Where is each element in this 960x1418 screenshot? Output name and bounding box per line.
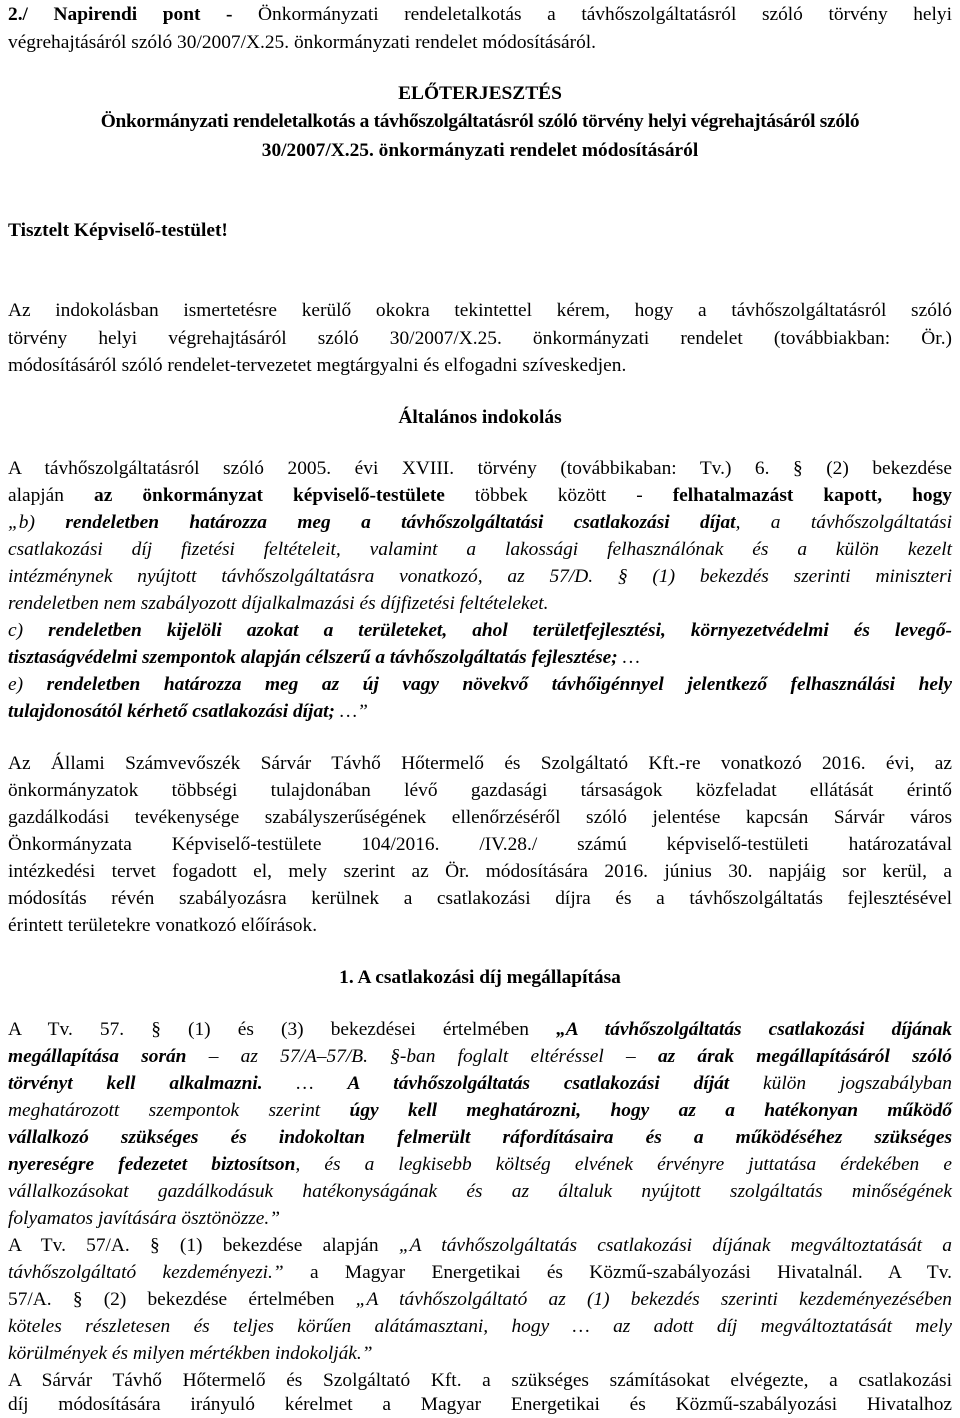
section1-line-13: körülmények és milyen mértékben indokolják.”: [8, 1343, 373, 1364]
section1-line-4: meghatározott szempontok szerint úgy kell meghatározni, hogy az a hatékonyan működő: [8, 1100, 952, 1121]
audit-line-1: Az Állami Számvevőszék Sárvár Távhő Hőtermelő és Szolgáltató Kft.-re vonatkozó 2016. évi, az: [8, 753, 952, 774]
section1-line-12: köteles részletesen és teljes körűen alátámasztani, hogy … az adott díj megváltoztatását mely: [8, 1316, 952, 1337]
general-line-6: rendeletben nem szabályozott díjalkalmazási és díjfizetési feltételeket.: [8, 593, 549, 614]
section1-line-6: nyereségre fedezetet biztosítson, és a legkisebb költség elvének érvényre juttatása érdekében e: [8, 1154, 952, 1175]
proposal-subject-line-1: Önkormányzati rendeletalkotás a távhőszolgáltatásról szóló törvény helyi végrehajtásáról szóló: [100, 111, 860, 132]
audit-line-2: önkormányzatok többségi tulajdonában lévő gazdasági társaságok közfeladat ellátását érintő: [8, 780, 952, 801]
section1-line-2: megállapítása során – az 57/A–57/B. §-ban foglalt eltéréssel – az árak megállapításáról szóló: [8, 1046, 952, 1067]
salutation: Tisztelt Képviselő-testület!: [8, 220, 228, 241]
audit-line-3: gazdálkodási tevékenysége szabályszerűségének ellenőrzéséről szóló jelentése kapcsán Sárvár város: [8, 807, 952, 828]
audit-line-6: módosítás révén szabályozásra kerülnek a csatlakozási díjra és a távhőszolgáltatás fejlesztésével: [8, 888, 952, 909]
proposal-heading: ELŐTERJESZTÉS: [398, 83, 562, 104]
agenda-line-1: [8, 2, 952, 28]
section1-line-1: A Tv. 57. § (1) és (3) bekezdései értelmében „A távhőszolgáltatás csatlakozási díjának: [8, 1019, 952, 1040]
section1-line-10: távhőszolgáltató kezdeményezi.” a Magyar Energetikai és Közmű-szabályozási Hivatalnál. A Tv.: [8, 1262, 952, 1283]
proposal-subject-line-2: 30/2007/X.25. önkormányzati rendelet módosításáról: [261, 140, 699, 161]
section1-line-11: 57/A. § (2) bekezdése értelmében „A távhőszolgáltató az (1) bekezdés szerinti kezdeményezésében: [8, 1289, 953, 1310]
audit-line-7: érintett területekre vonatkozó előírások.: [8, 915, 318, 936]
agenda-title: Önkormányzati rendeletalkotás a távhőszolgáltatásról szóló törvény helyi: [258, 4, 953, 25]
audit-line-5: intézkedési tervet fogadott el, mely szerint az Ör. módosítására 2016. június 30. napjáig sor kerül, a: [8, 861, 952, 882]
audit-line-4: Önkormányzata Képviselő-testülete 104/2016. /IV.28./ számú képviselő-testületi határozatával: [8, 834, 952, 855]
general-heading: Általános indokolás: [398, 407, 562, 428]
general-line-10: tulajdonosától kérhető csatlakozási díjat; …”: [8, 701, 368, 722]
general-line-8: tisztaságvédelmi szempontok alapján célszerű a távhőszolgáltatás fejlesztése; …: [8, 647, 640, 668]
general-line-4: csatlakozási díj fizetési feltételeit, valamint a lakossági felhasználónak és a külön kezelt: [8, 539, 952, 560]
section1-line-9: A Tv. 57/A. § (1) bekezdése alapján „A távhőszolgáltatás csatlakozási díjának megváltoztatását a: [8, 1235, 952, 1256]
agenda-line-2: végrehajtásáról szóló 30/2007/X.25. önkormányzati rendelet módosításáról.: [8, 32, 597, 53]
section1-line-15: díj módosítására irányuló kérelmet a Magyar Energetikai és Közmű-szabályozási Hivatalhoz: [8, 1394, 952, 1415]
section1-line-8: folyamatos javítására ösztönözze.”: [8, 1208, 281, 1229]
agenda-label: 2./ Napirendi pont -: [8, 4, 259, 25]
general-line-1: A távhőszolgáltatásról szóló 2005. évi XVIII. törvény (továbbikaban: Tv.) 6. § (2) bekezdése: [8, 458, 952, 479]
general-line-9: e) rendeletben határozza meg az új vagy növekvő távhőigénnyel jelentkező felhasználási hely: [8, 674, 952, 695]
general-line-2: alapján az önkormányzat képviselő-testülete többek között - felhatalmazást kapott, hogy: [8, 485, 952, 506]
section1-line-3: törvényt kell alkalmazni. … A távhőszolgáltatás csatlakozási díját külön jogszabályban: [8, 1073, 953, 1094]
intro-line-1: Az indokolásban ismertetésre kerülő okokra tekintettel kérem, hogy a távhőszolgáltatásról szóló: [8, 300, 952, 321]
intro-line-3: módosításáról szóló rendelet-tervezetet megtárgyalni és elfogadni szíveskedjen.: [8, 355, 627, 376]
section1-line-14: A Sárvár Távhő Hőtermelő és Szolgáltató Kft. a szükséges számításokat elvégezte, a csatlakozási: [8, 1370, 952, 1391]
section1-line-7: vállalkozásokat gazdálkodásuk hatékonyságának és az általuk nyújtott szolgáltatás minőségének: [8, 1181, 952, 1202]
section1-line-5: vállalkozó szükséges és indokoltan felmerült ráfordításaira és a működéséhez szükséges: [8, 1127, 952, 1148]
general-line-3: „b) rendeletben határozza meg a távhőszolgáltatási csatlakozási díjat, a távhőszolgáltatási: [8, 512, 952, 533]
section-1-heading: 1. A csatlakozási díj megállapítása: [339, 967, 621, 988]
general-line-7: c) rendeletben kijelöli azokat a területeket, ahol területfejlesztési, környezetvédelmi és levegő-: [8, 620, 952, 641]
general-line-5: intézménynek nyújtott távhőszolgáltatásra vonatkozó, az 57/D. § (1) bekezdés szerinti miniszteri: [8, 566, 952, 587]
intro-line-2: törvény helyi végrehajtásáról szóló 30/2007/X.25. önkormányzati rendelet (továbbiakban: Ör.): [8, 328, 952, 349]
